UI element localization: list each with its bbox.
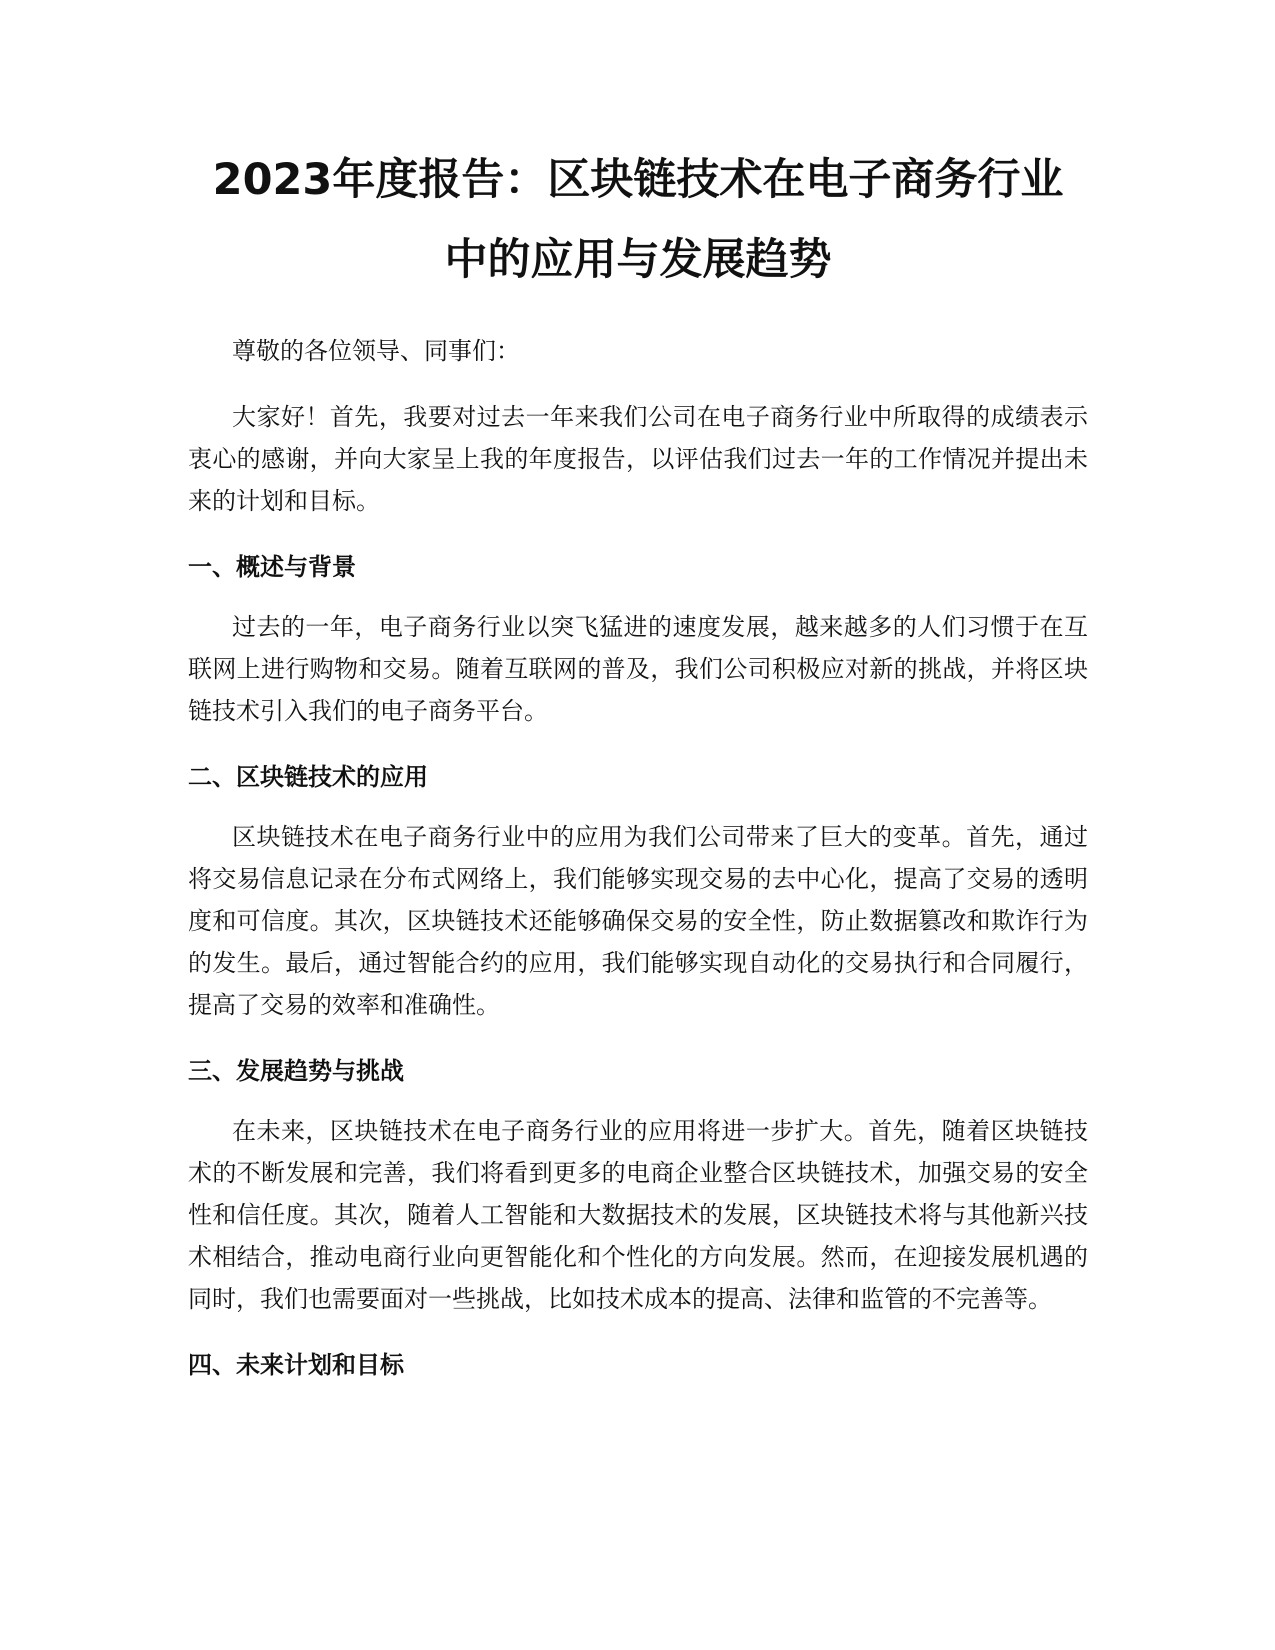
section-heading-application: 二、区块链技术的应用 [188,763,428,791]
section-body-trends: 在未来，区块链技术在电子商务行业的应用将进一步扩大。首先，随着区块链技术的不断发展和完善，我们将看到更多的电商企业整合区块链技术，加强交易的安全性和信任度。其次，随着人工智能和大数据技术的发展，区块链技术将与其他新兴技术相结合，推动电商行业向更智能化和个性化的方向发展。然而，在迎接发展机遇的同时，我们也需要面对一些挑战，比如技术成本的提高、法律和监管的不完善等。 [188,1117,1088,1313]
section-body-overview: 过去的一年，电子商务行业以突飞猛进的速度发展，越来越多的人们习惯于在互联网上进行购物和交易。随着互联网的普及，我们公司积极应对新的挑战，并将区块链技术引入我们的电子商务平台。 [188,613,1088,725]
section-heading-trends: 三、发展趋势与挑战 [188,1057,404,1085]
greeting: 尊敬的各位领导、同事们： [232,337,520,365]
document-page [188,140,1088,1404]
section-heading-plans: 四、未来计划和目标 [188,1351,404,1379]
document-title [188,140,1088,300]
section-body-application: 区块链技术在电子商务行业中的应用为我们公司带来了巨大的变革。首先，通过将交易信息记录在分布式网络上，我们能够实现交易的去中心化，提高了交易的透明度和可信度。其次，区块链技术还能够确保交易的安全性，防止数据篡改和欺诈行为的发生。最后，通过智能合约的应用，我们能够实现自动化的交易执行和合同履行，提高了交易的效率和准确性。 [188,823,1088,1019]
title-line-2: 中的应用与发展趋势 [444,235,832,285]
section-heading-overview: 一、概述与背景 [188,553,356,581]
title-line-1: 2023年度报告：区块链技术在电子商务行业 [212,155,1064,205]
intro-paragraph: 大家好！首先，我要对过去一年来我们公司在电子商务行业中所取得的成绩表示衷心的感谢，并向大家呈上我的年度报告，以评估我们过去一年的工作情况并提出未来的计划和目标。 [188,403,1088,515]
